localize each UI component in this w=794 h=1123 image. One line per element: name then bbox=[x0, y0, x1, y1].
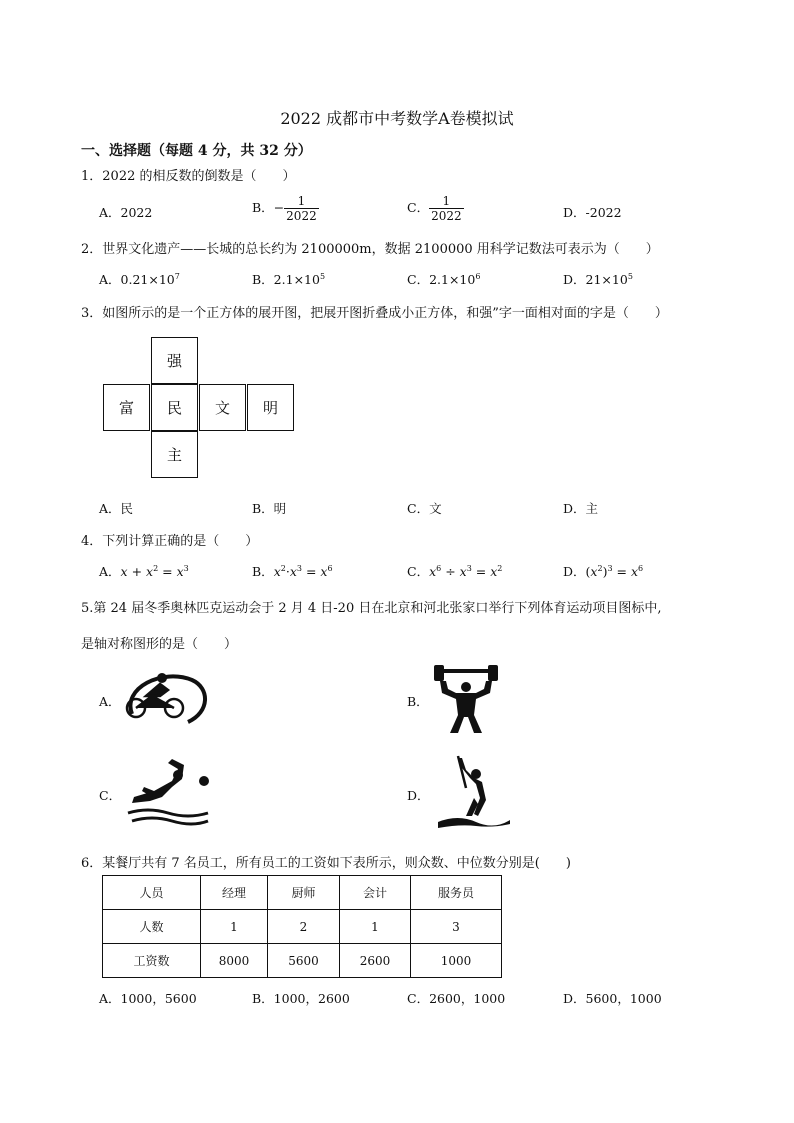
table-header-row bbox=[103, 876, 502, 910]
q1-option-b[interactable] bbox=[252, 194, 319, 223]
q2-option-d[interactable]: D．$21\times 10^5$ bbox=[563, 271, 633, 287]
net-face-fu: 富 bbox=[103, 384, 150, 431]
q1-option-b-label: B． bbox=[252, 200, 274, 215]
table-cell: 1000 bbox=[411, 944, 502, 978]
net-face-ming: 明 bbox=[247, 384, 294, 431]
q2-option-c[interactable]: C．$2.1\times 10^6$ bbox=[407, 271, 481, 287]
q1-stem: 1．2022 的相反数的倒数是（ ） bbox=[81, 169, 296, 184]
table-header-cell: 经理 bbox=[201, 876, 268, 910]
table-cell: 5600 bbox=[268, 944, 340, 978]
q5-stem-line2: 是轴对称图形的是（ ） bbox=[81, 637, 238, 652]
q1-option-b-fraction: $\frac{1}{2022}$ bbox=[286, 194, 317, 223]
q6-stem: 6．某餐厅共有 7 名员工，所有员工的工资如下表所示，则众数、中位数分别是( ) bbox=[81, 856, 571, 871]
page-title: 2022 成都市中考数学A卷模拟试 bbox=[280, 109, 514, 128]
q3-option-a[interactable]: A．民 bbox=[99, 501, 134, 516]
table-cell: 1 bbox=[340, 910, 411, 944]
q5-stem-line1: 5.第 24 届冬季奥林匹克运动会于 2 月 4 日-20 日在北京和河北张家口举行下列体育运动项目图标中, bbox=[81, 601, 662, 616]
q4-option-d[interactable]: D．$(x^2)^3 = x^6$ bbox=[563, 563, 644, 579]
q1-option-c[interactable] bbox=[407, 194, 464, 223]
weightlifting-pictogram bbox=[432, 665, 500, 735]
q1-option-b-sign: − bbox=[273, 200, 285, 215]
golf-pictogram bbox=[436, 754, 512, 834]
q3-option-b[interactable]: B．明 bbox=[252, 501, 287, 516]
net-face-min: 民 bbox=[151, 384, 198, 431]
table-row bbox=[103, 910, 502, 944]
q6-option-b[interactable]: B．1000，2600 bbox=[252, 991, 350, 1006]
net-face-wen: 文 bbox=[199, 384, 246, 431]
table-cell: 3 bbox=[411, 910, 502, 944]
q2-stem: 2．世界文化遗产——长城的总长约为 2100000m，数据 2100000 用科学记数法可表示为（ ） bbox=[81, 242, 659, 257]
table-cell: 2600 bbox=[340, 944, 411, 978]
q6-option-a[interactable]: A．1000，5600 bbox=[99, 991, 197, 1006]
table-cell: 8000 bbox=[201, 944, 268, 978]
q1-option-c-fraction: $\frac{1}{2022}$ bbox=[431, 194, 462, 223]
net-face-qiang: 强 bbox=[151, 337, 198, 384]
q5-option-c[interactable]: C． bbox=[99, 788, 122, 803]
q2-option-a[interactable]: A．$0.21\times 10^7$ bbox=[99, 271, 180, 287]
table-header-cell: 厨师 bbox=[268, 876, 340, 910]
q5-option-b[interactable]: B． bbox=[407, 694, 429, 709]
table-cell: 人数 bbox=[103, 910, 201, 944]
table-cell: 工资数 bbox=[103, 944, 201, 978]
q3-option-d[interactable]: D．主 bbox=[563, 501, 599, 516]
table-cell: 2 bbox=[268, 910, 340, 944]
q4-option-c[interactable]: C．$x^6 \div x^3 = x^2$ bbox=[407, 563, 503, 579]
q1-option-a[interactable]: A．2022 bbox=[99, 205, 153, 220]
volleyball-pictogram bbox=[124, 757, 210, 827]
q1-option-c-label: C． bbox=[407, 200, 430, 215]
q1-option-d[interactable]: D．-2022 bbox=[563, 205, 622, 220]
q3-stem: 3．如图所示的是一个正方体的展开图，把展开图折叠成小正方体，和强”字一面相对面的字是（ ） bbox=[81, 306, 668, 321]
q3-option-c[interactable]: C．文 bbox=[407, 501, 442, 516]
q6-option-d[interactable]: D．5600，1000 bbox=[563, 991, 662, 1006]
q4-option-b[interactable]: B．$x^2\cdot x^3 = x^6$ bbox=[252, 563, 333, 579]
net-face-zhu: 主 bbox=[151, 431, 198, 478]
q5-option-a[interactable]: A． bbox=[99, 694, 121, 709]
q2-option-b[interactable]: B．$2.1\times 10^5$ bbox=[252, 271, 326, 287]
section-heading: 一、选择题（每题 4 分，共 32 分） bbox=[81, 143, 312, 159]
table-header-cell: 会计 bbox=[340, 876, 411, 910]
q5-option-d[interactable]: D． bbox=[407, 788, 430, 803]
cycling-pictogram bbox=[122, 666, 212, 728]
salary-table bbox=[102, 875, 502, 978]
q4-stem: 4．下列计算正确的是（ ） bbox=[81, 534, 259, 549]
table-row bbox=[103, 944, 502, 978]
table-header-cell: 服务员 bbox=[411, 876, 502, 910]
q6-option-c[interactable]: C．2600，1000 bbox=[407, 991, 506, 1006]
table-cell: 1 bbox=[201, 910, 268, 944]
q4-option-a[interactable]: A．$x + x^2 = x^3$ bbox=[99, 563, 189, 579]
table-header-cell: 人员 bbox=[103, 876, 201, 910]
